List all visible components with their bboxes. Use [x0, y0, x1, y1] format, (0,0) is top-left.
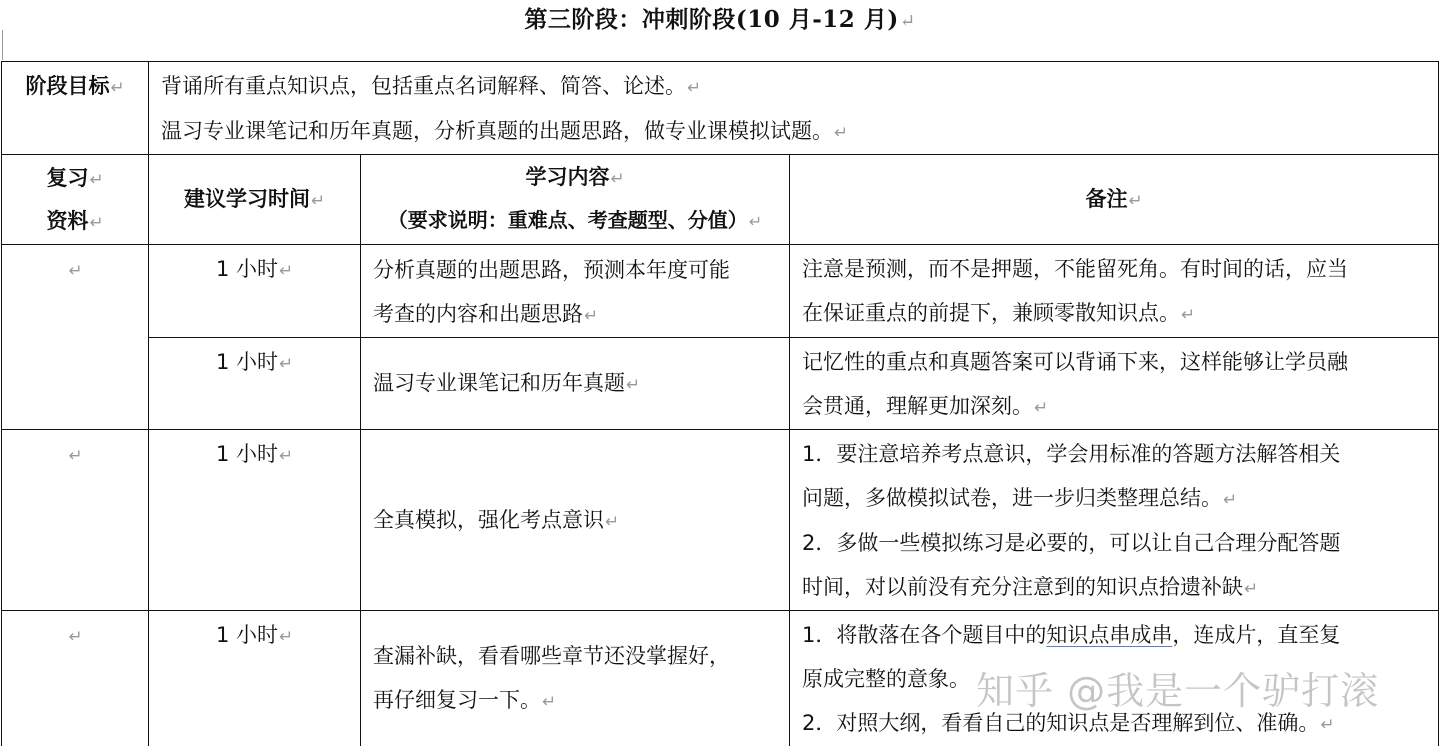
goal-line: 背诵所有重点知识点，包括重点名词解释、简答、论述。↵ [161, 74, 702, 98]
note-cell: 注意是预测，而不是押题，不能留死角。有时间的话，应当 在保证重点的前提下，兼顾零散知识点。↵ [790, 245, 1439, 338]
study-plan-table [1, 61, 1439, 746]
goal-label: 阶段目标↵ [2, 62, 149, 155]
materials-cell: ↵ [2, 245, 149, 430]
crop-mark [2, 30, 3, 60]
header-materials: 复习↵ 资料↵ [2, 155, 149, 245]
header-time: 建议学习时间↵ [149, 155, 361, 245]
underlined-phrase: 知识点串成串 [1046, 623, 1173, 647]
time-cell: 1 小时↵ [149, 245, 361, 338]
note-cell: 1．将散落在各个题目中的知识点串成串，连成片，直至复 原成完整的意象。 2．对照大纲，看看自己的知识点是否理解到位、准确。↵ [790, 611, 1439, 746]
content-cell: 查漏补缺，看看哪些章节还没掌握好， 再仔细复习一下。↵ [361, 611, 790, 746]
goal-text [149, 62, 1439, 155]
watermark: 知乎 @我是一个驴打滚 [976, 669, 1380, 713]
note-cell: 1．要注意培养考点意识，学会用标准的答题方法解答相关 问题，多做模拟试卷，进一步归类整理总结。↵ 2．多做一些模拟练习是必要的，可以让自己合理分配答题 时间，对以前没有充分注意到的知识点拾遗补缺↵ [790, 430, 1439, 611]
materials-cell: ↵ [2, 430, 149, 611]
time-cell: 1 小时↵ [149, 430, 361, 611]
time-cell: 1 小时↵ [149, 338, 361, 430]
goal-line: 温习专业课笔记和历年真题，分析真题的出题思路，做专业课模拟试题。↵ [161, 119, 849, 143]
table-row [2, 338, 1439, 430]
table-row [2, 611, 1439, 746]
content-cell: 全真模拟，强化考点意识↵ [361, 430, 790, 611]
header-notes: 备注↵ [790, 155, 1439, 245]
header-row [2, 155, 1439, 245]
time-cell: 1 小时↵ [149, 611, 361, 746]
goal-row [2, 62, 1439, 155]
page-title: 第三阶段：冲刺阶段(10 月-12 月)↵ [524, 6, 916, 33]
table-row [2, 245, 1439, 338]
header-content: 学习内容↵ （要求说明：重难点、考查题型、分值）↵ [361, 155, 790, 245]
content-cell: 温习专业课笔记和历年真题↵ [361, 338, 790, 430]
content-cell: 分析真题的出题思路，预测本年度可能 考查的内容和出题思路↵ [361, 245, 790, 338]
table-row [2, 430, 1439, 611]
note-cell: 记忆性的重点和真题答案可以背诵下来，这样能够让学员融 会贯通，理解更加深刻。↵ [790, 338, 1439, 430]
materials-cell: ↵ [2, 611, 149, 746]
